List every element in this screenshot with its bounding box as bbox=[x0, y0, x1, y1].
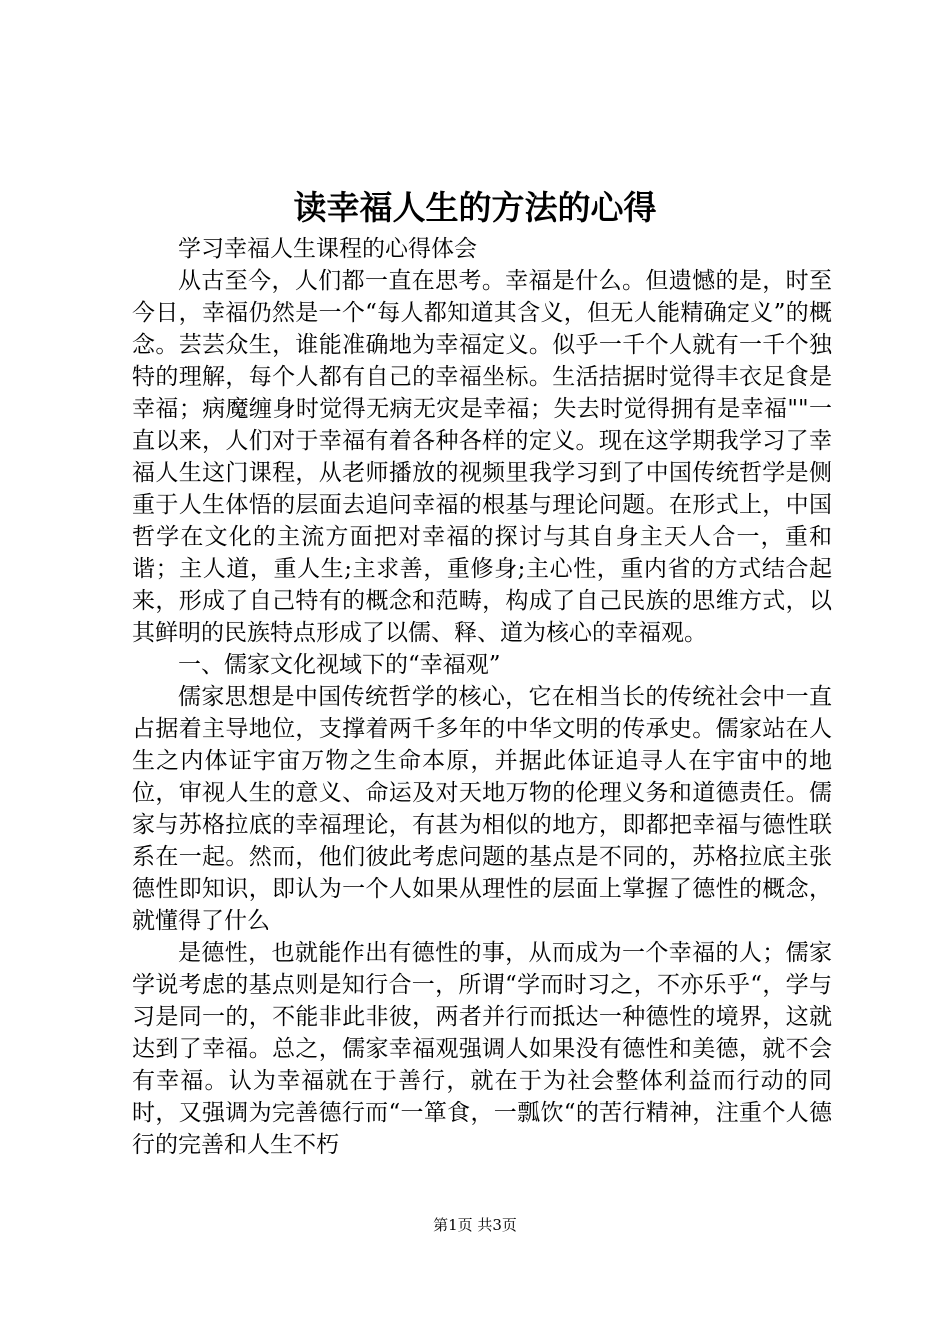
section-heading: 一、儒家文化视域下的“幸福观” bbox=[178, 652, 501, 678]
page-footer: 第1页 共3页 bbox=[433, 1216, 517, 1234]
body-paragraph: 是德性，也就能作出有德性的事，从而成为一个幸福的人；儒家学说考虑的基点则是知行合一，所谓“学而时习之，不亦乐乎“，学与习是同一的，不能非此非彼，两者并行而抵达一种德性的境界，这就达到了幸福。总之，儒家幸福观强调人如果没有德性和美德，就不会有幸福。认为幸福就在于善行，就在于为社会整体利益而行动的同时，又强调为完善德行而“一箪食，一瓢饮“的苦行精神，注重个人德行的完善和人生不朽 bbox=[132, 940, 832, 1158]
document-title: 读幸福人生的方法的心得 bbox=[293, 188, 657, 227]
subtitle-paragraph: 学习幸福人生课程的心得体会 bbox=[178, 236, 477, 262]
body-paragraph: 儒家思想是中国传统哲学的核心，它在相当长的传统社会中一直占据着主导地位，支撑着两千多年的中华文明的传承史。儒家站在人生之内体证宇宙万物之生命本原，并据此体证追寻人在宇宙中的地位，审视人生的意义、命运及对天地万物的伦理义务和道德责任。儒家与苏格拉底的幸福理论，有甚为相似的地方，即都把幸福与德性联系在一起。然而，他们彼此考虑问题的基点是不同的，苏格拉底主张德性即知识，即认为一个人如果从理性的层面上掌握了德性的概念，就懂得了什么 bbox=[132, 684, 832, 934]
document-body bbox=[132, 233, 832, 1161]
body-paragraph: 从古至今，人们都一直在思考。幸福是什么。但遗憾的是，时至今日，幸福仍然是一个“每人都知道其含义，但无人能精确定义”的概念。芸芸众生，谁能准确地为幸福定义。似乎一千个人就有一千个独特的理解，每个人都有自己的幸福坐标。生活拮据时觉得丰衣足食是幸福；病魔缠身时觉得无病无灾是幸福；失去时觉得拥有是幸福""一直以来，人们对于幸福有着各种各样的定义。现在这学期我学习了幸福人生这门课程，从老师播放的视频里我学习到了中国传统哲学是侧重于人生体悟的层面去追问幸福的根基与理论问题。在形式上，中国哲学在文化的主流方面把对幸福的探讨与其自身主天人合一，重和谐；主人道，重人生;主求善，重修身;主心性，重内省的方式结合起来，形成了自己特有的概念和范畴，构成了自己民族的思维方式，以其鲜明的民族特点形成了以儒、释、道为核心的幸福观。 bbox=[132, 268, 832, 646]
